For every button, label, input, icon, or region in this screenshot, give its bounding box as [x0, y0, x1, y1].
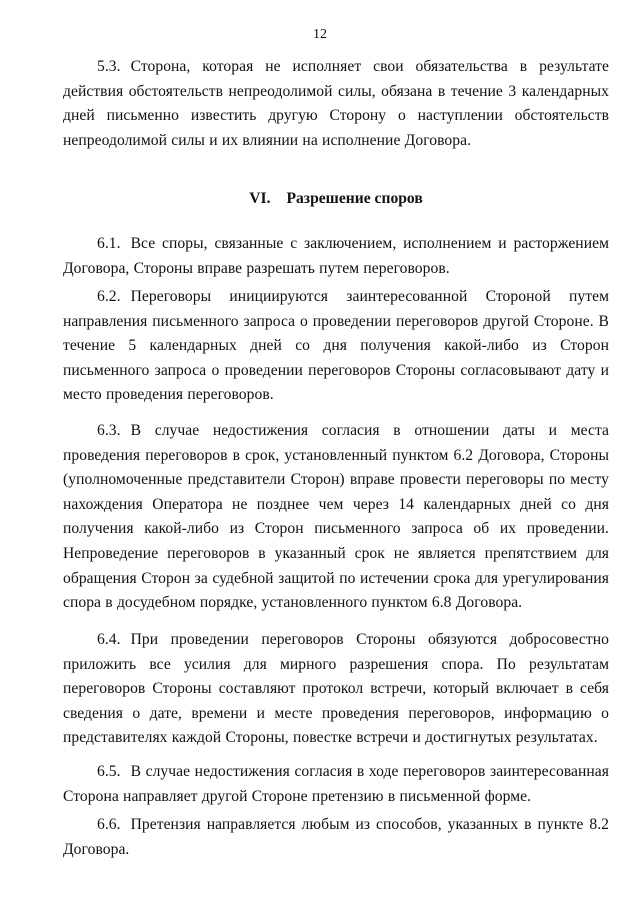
paragraph-6-5: [63, 760, 609, 809]
page-number: 12: [313, 27, 327, 42]
paragraph-6-3: [63, 419, 609, 616]
paragraph-6-4: [63, 628, 609, 751]
paragraph-6-1: [63, 232, 609, 281]
section-number: VI.: [249, 190, 271, 207]
paragraph-text: В случае недостижения согласия в ходе переговоров заинтересованная Сторона направляет другой Стороне претензию в письменной форме.: [63, 763, 609, 805]
paragraph-text: При проведении переговоров Стороны обязуются добросовестно приложить все усилия для мирного разрешения спора. По результатам переговоров Стороны составляют протокол встречи, который включает в себя сведения о дате, времени и месте проведения переговоров, информацию о представителях каждой Стороны, повестке встречи и достигнутых результатах.: [63, 631, 609, 747]
paragraph-text: В случае недостижения согласия в отношении даты и места проведения переговоров в срок, установленный пунктом 6.2 Договора, Стороны (уполномоченные представители Сторон) вправе провести переговоры по месту нахождения Оператора не позднее чем через 14 календарных дней со дня получения какой-либо из Сторон письменного запроса об их проведении. Непроведение переговоров в указанный срок не является препятствием для обращения Сторон за судебной защитой по истечении срока для урегулирования спора в досудебном порядке, установленного пунктом 6.8 Договора.: [63, 422, 609, 612]
paragraph-number: 6.5.: [97, 763, 121, 780]
paragraph-text: Сторона, которая не исполняет свои обязательства в результате действия обстоятельств непреодолимой силы, обязана в течение 3 календарных дней письменно известить другую Сторону о наступлении обстоятельств непреодолимой силы и их влиянии на исполнение Договора.: [63, 58, 609, 149]
paragraph-number: 5.3.: [97, 58, 121, 75]
section-heading: [63, 190, 609, 208]
paragraph-number: 6.1.: [97, 235, 121, 252]
section-title: Разрешение споров: [286, 190, 423, 207]
paragraph-6-2: [63, 285, 609, 408]
paragraph-number: 6.3.: [97, 422, 121, 439]
paragraph-text: Претензия направляется любым из способов, указанных в пункте 8.2 Договора.: [63, 816, 609, 858]
paragraph-5-3: [63, 55, 609, 153]
paragraph-number: 6.4.: [97, 631, 121, 648]
paragraph-number: 6.6.: [97, 816, 121, 833]
paragraph-6-6: [63, 813, 609, 862]
paragraph-text: Переговоры инициируются заинтересованной Стороной путем направления письменного запроса о проведении переговоров другой Стороне. В течение 5 календарных дней со дня получения какой-либо из Сторон письменного запроса о проведении переговоров Стороны согласовывают дату и место проведения переговоров.: [63, 288, 609, 404]
paragraph-number: 6.2.: [97, 288, 121, 305]
paragraph-text: Все споры, связанные с заключением, исполнением и расторжением Договора, Стороны вправе разрешать путем переговоров.: [63, 235, 609, 277]
